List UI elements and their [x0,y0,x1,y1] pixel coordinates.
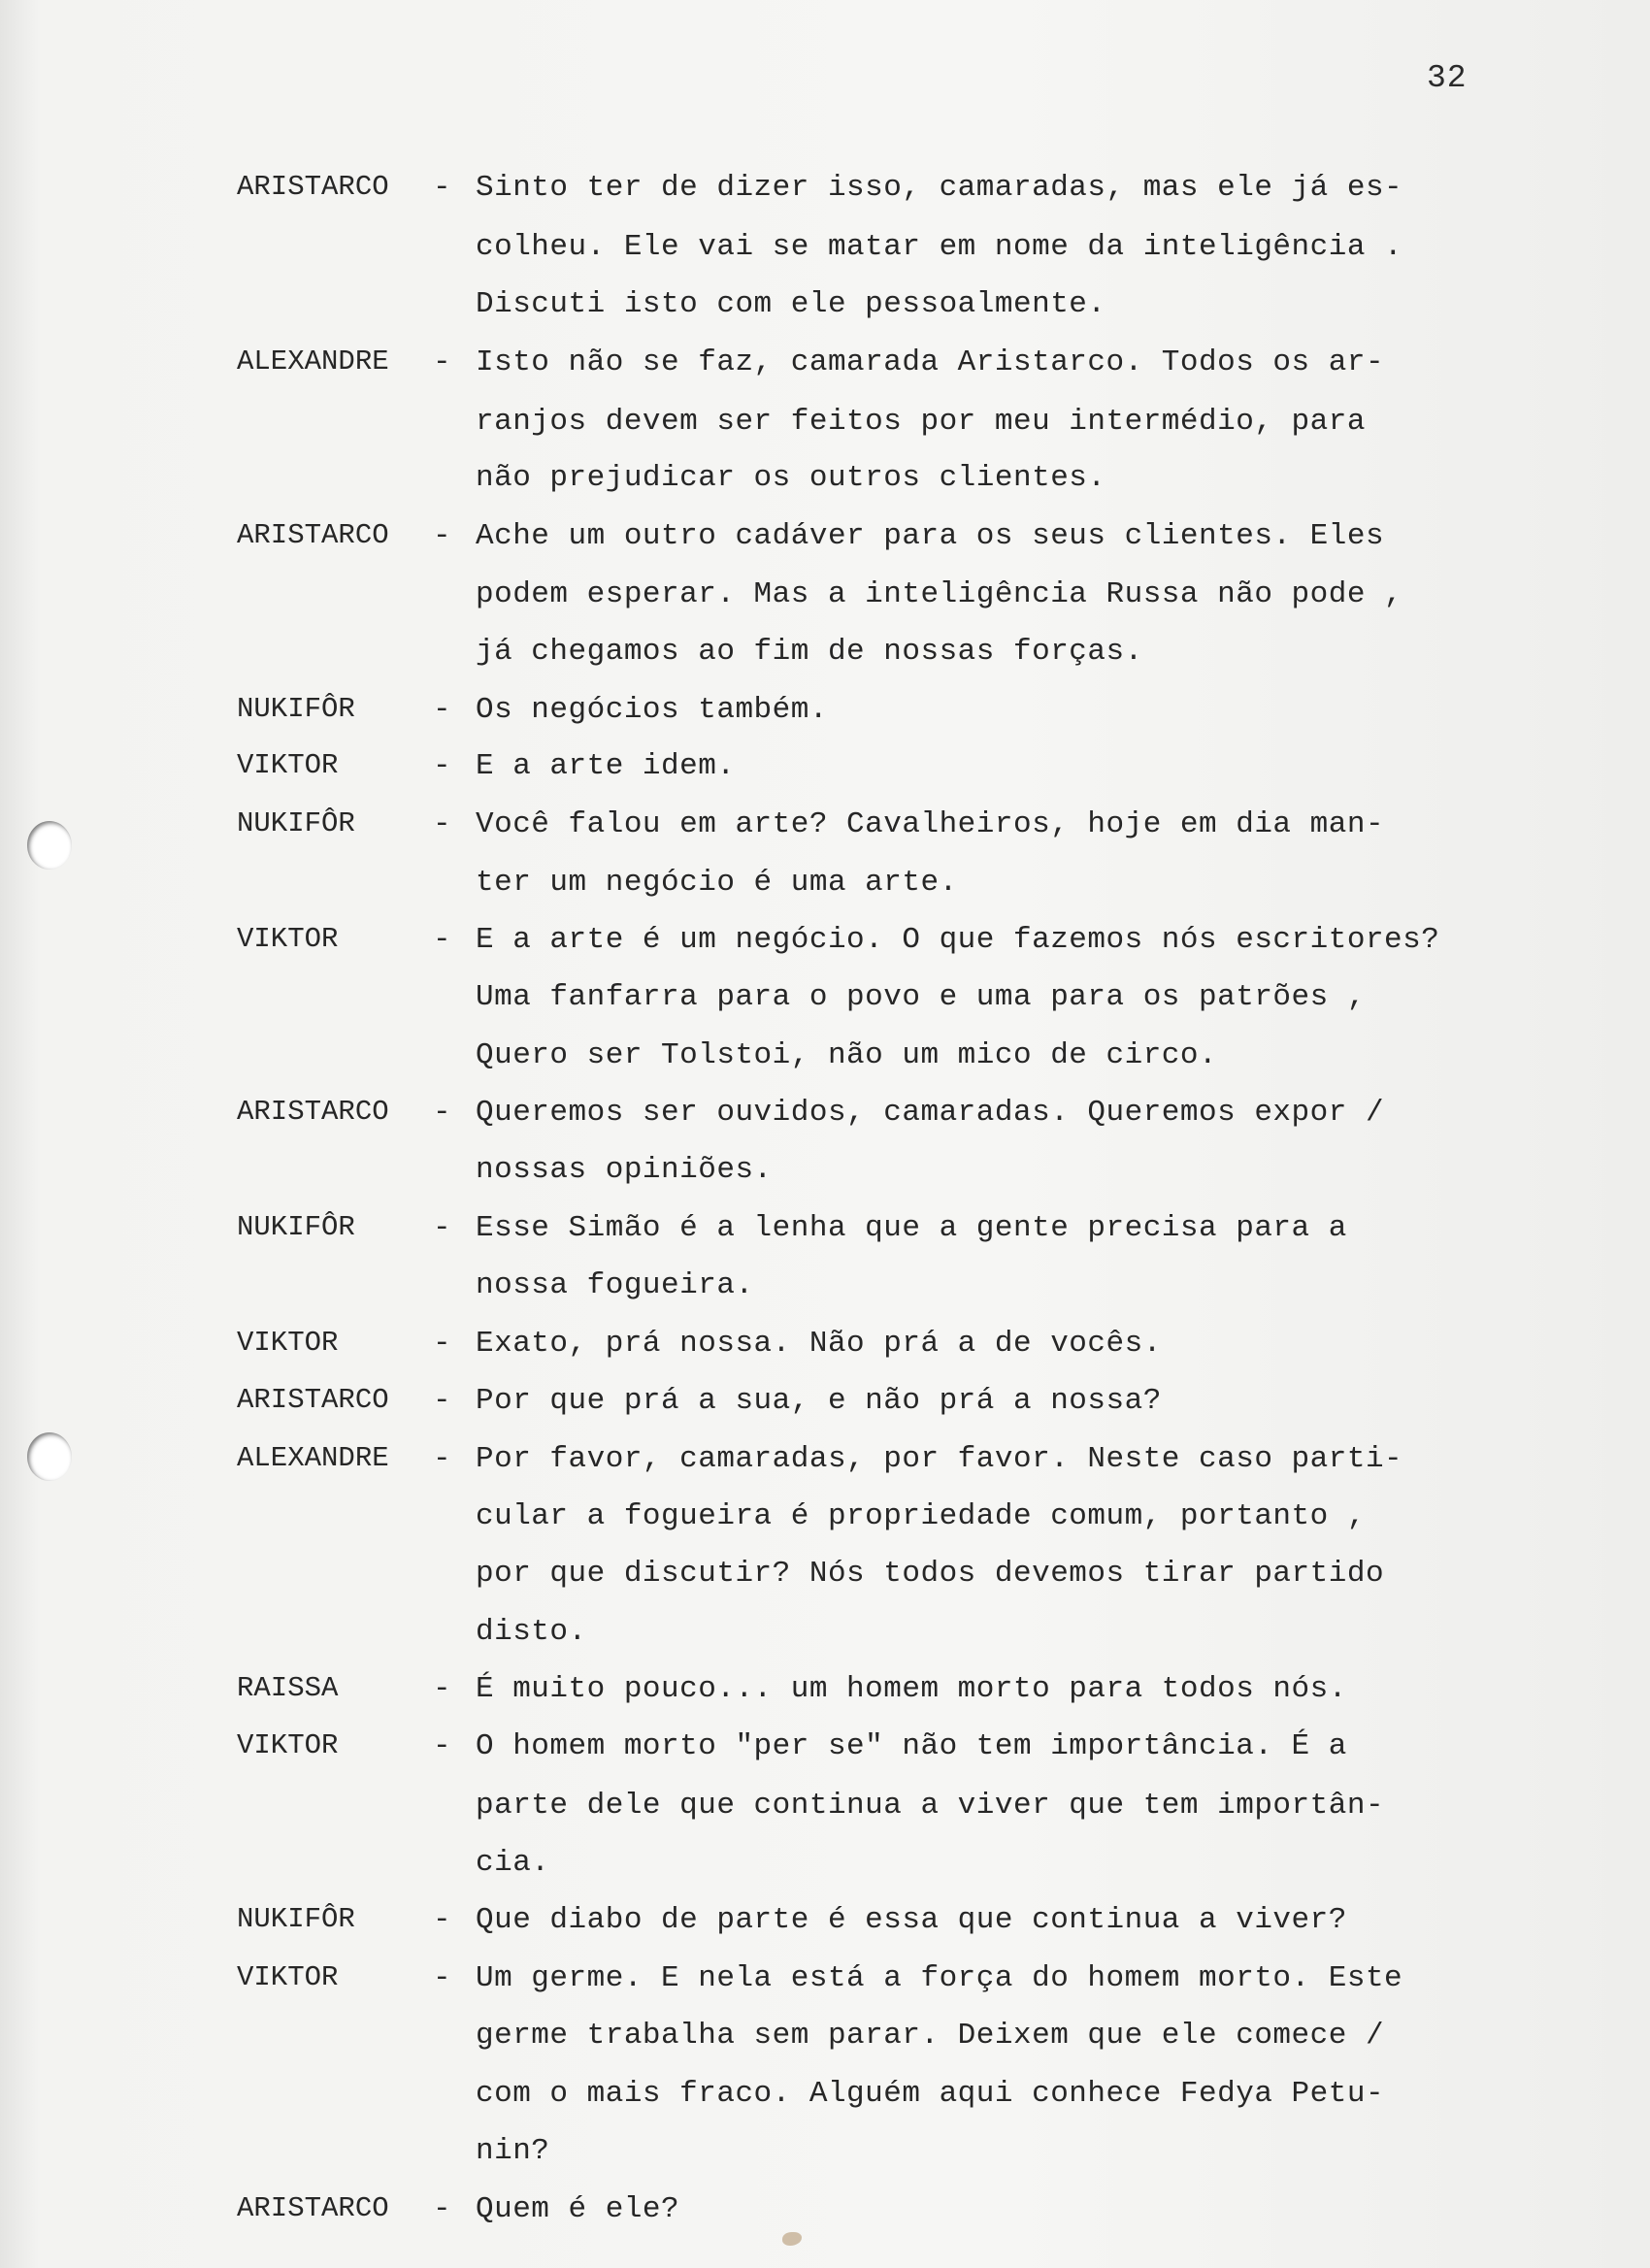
speaker-dash: - [433,1442,451,1476]
speaker-name: ALEXANDRE [237,345,389,378]
dialogue-text: Isto não se faz, camarada Aristarco. Todos os ar- [476,345,1385,379]
dialogue-text: E a arte é um negócio. O que fazemos nós escritores? [476,923,1440,957]
dialogue-text: Que diabo de parte é essa que continua a viver? [476,1903,1347,1937]
dialogue-text: Discuti isto com ele pessoalmente. [476,287,1106,321]
dialogue-text: Esse Simão é a lenha que a gente precisa para a [476,1211,1347,1245]
dialogue-text: Exato, prá nossa. Não prá a de vocês. [476,1327,1162,1361]
dialogue-text: podem esperar. Mas a inteligência Russa não pode , [476,577,1403,611]
speaker-dash: - [433,693,451,727]
dialogue-text: cular a fogueira é propriedade comum, portanto , [476,1499,1366,1533]
punch-hole [27,821,72,870]
dialogue-text: Os negócios também. [476,693,828,727]
dialogue-text: ranjos devem ser feitos por meu intermédio, para [476,405,1366,439]
speaker-name: VIKTOR [237,1327,339,1359]
dialogue-text: nossas opiniões. [476,1153,773,1187]
dialogue-text: O homem morto "per se" não tem importância. É a [476,1729,1347,1763]
dialogue-text: ter um negócio é uma arte. [476,866,958,900]
dialogue-text: Você falou em arte? Cavalheiros, hoje em dia man- [476,807,1385,841]
speaker-dash: - [433,1327,451,1361]
speaker-dash: - [433,345,451,379]
speaker-name: VIKTOR [237,923,339,955]
dialogue-text: Ache um outro cadáver para os seus clientes. Eles [476,519,1385,553]
speaker-name: RAISSA [237,1672,339,1704]
dialogue-text: parte dele que continua a viver que tem importân- [476,1789,1385,1823]
dialogue-text: colheu. Ele vai se matar em nome da inteligência . [476,230,1403,264]
speaker-dash: - [433,807,451,841]
dialogue-text: com o mais fraco. Alguém aqui conhece Fedya Petu- [476,2077,1385,2111]
dialogue-text: Quem é ele? [476,2192,680,2226]
speaker-dash: - [433,1096,451,1130]
dialogue-text: Por que prá a sua, e não prá a nossa? [476,1384,1162,1418]
speaker-dash: - [433,1384,451,1418]
speaker-dash: - [433,1961,451,1995]
speaker-dash: - [433,519,451,553]
speaker-name: NUKIFÔR [237,1903,355,1935]
speaker-dash: - [433,2192,451,2226]
speaker-dash: - [433,1729,451,1763]
speaker-name: VIKTOR [237,1961,339,1993]
dialogue-text: Sinto ter de dizer isso, camaradas, mas ele já es- [476,171,1403,205]
dialogue-text: nin? [476,2134,550,2168]
speaker-name: ARISTARCO [237,1096,389,1128]
dialogue-text: Quero ser Tolstoi, não um mico de circo. [476,1038,1218,1072]
dialogue-text: É muito pouco... um homem morto para todos nós. [476,1672,1347,1706]
speaker-dash: - [433,1672,451,1706]
speaker-dash: - [433,923,451,957]
dialogue-text: não prejudicar os outros clientes. [476,461,1106,495]
speaker-name: NUKIFÔR [237,693,355,725]
dialogue-text: nossa fogueira. [476,1268,754,1302]
speaker-name: NUKIFÔR [237,807,355,839]
ink-smudge [782,2232,802,2246]
speaker-name: ALEXANDRE [237,1442,389,1474]
dialogue-text: germe trabalha sem parar. Deixem que ele comece / [476,2019,1385,2053]
dialogue-text: Queremos ser ouvidos, camaradas. Queremos expor / [476,1096,1385,1130]
punch-hole [27,1432,72,1481]
speaker-name: ARISTARCO [237,1384,389,1416]
speaker-name: ARISTARCO [237,171,389,203]
speaker-dash: - [433,171,451,205]
dialogue-text: disto. [476,1615,587,1649]
speaker-dash: - [433,1903,451,1937]
dialogue-text: Por favor, camaradas, por favor. Neste caso parti- [476,1442,1403,1476]
speaker-name: VIKTOR [237,749,339,781]
dialogue-text: E a arte idem. [476,749,736,783]
dialogue-text: Um germe. E nela está a força do homem morto. Este [476,1961,1403,1995]
dialogue-text: já chegamos ao fim de nossas forças. [476,635,1143,669]
speaker-name: ARISTARCO [237,519,389,551]
dialogue-text: por que discutir? Nós todos devemos tirar partido [476,1557,1385,1591]
speaker-name: VIKTOR [237,1729,339,1761]
speaker-dash: - [433,1211,451,1245]
page-number: 32 [1427,60,1468,96]
speaker-name: NUKIFÔR [237,1211,355,1243]
speaker-name: ARISTARCO [237,2192,389,2224]
dialogue-text: cia. [476,1846,550,1880]
speaker-dash: - [433,749,451,783]
dialogue-text: Uma fanfarra para o povo e uma para os patrões , [476,980,1366,1014]
